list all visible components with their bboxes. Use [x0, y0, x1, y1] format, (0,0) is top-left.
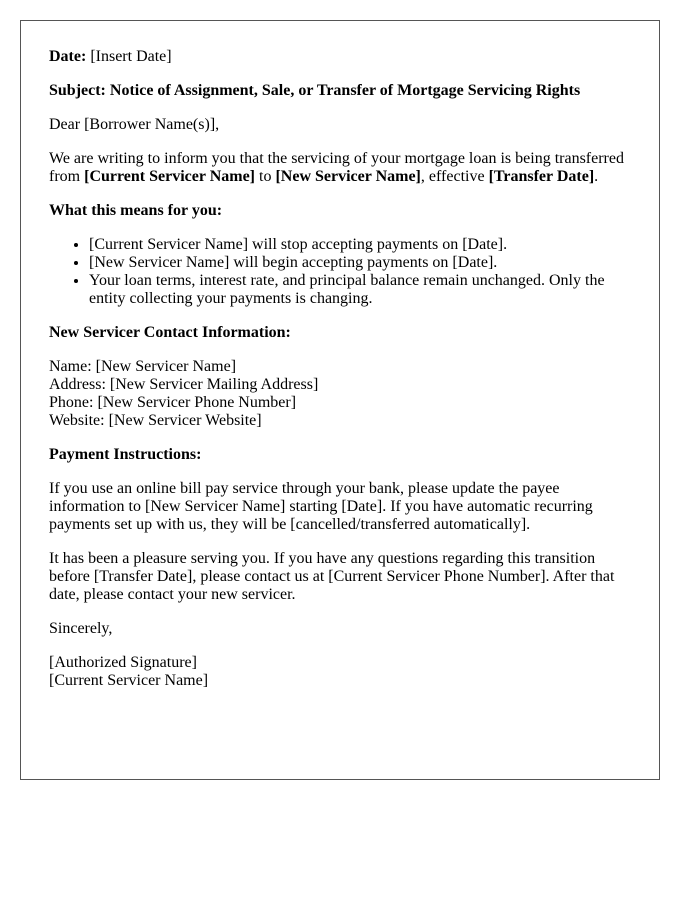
authorized-signature: [Authorized Signature] [49, 654, 197, 671]
subject-line [49, 82, 631, 100]
payment-instructions: If you use an online bill pay service through your bank, please update the payee information to [New Servicer Name] starting [Date]. If you have automatic recurring payments set up with us, they will be [cancelled/transferred automatically]. [49, 480, 593, 533]
list-item: • Your loan terms, interest rate, and principal balance remain unchanged. Only the entity collecting your payments is changing. [89, 272, 631, 308]
what-this-means-list [49, 236, 631, 308]
intro-current-servicer: [Current Servicer Name] [84, 168, 256, 185]
contact-heading [49, 324, 631, 342]
what-heading-text: What this means for you: [49, 202, 223, 219]
intro-text-2: to [255, 168, 276, 185]
closing-paragraph: It has been a pleasure serving you. If you have any questions regarding this transition before [Transfer Date], please contact us at [Current Servicer Phone Number]. After that date, please contact your new servicer. [49, 550, 615, 603]
intro-transfer-date: [Transfer Date] [488, 168, 595, 185]
intro-text-4: . [594, 168, 599, 185]
contact-block [49, 358, 631, 430]
signer-servicer-name: [Current Servicer Name] [49, 672, 209, 689]
intro-new-servicer: [New Servicer Name] [275, 168, 421, 185]
date-label: Date: [49, 48, 87, 65]
intro-text-3: , effective [420, 168, 489, 185]
signature-block [49, 654, 631, 690]
contact-address-line: Address: [New Servicer Mailing Address] [49, 376, 319, 393]
payment-heading [49, 446, 631, 464]
intro-paragraph [49, 150, 631, 186]
salutation: Dear [Borrower Name(s)], [49, 116, 220, 133]
payment-heading-text: Payment Instructions: [49, 446, 202, 463]
contact-heading-text: New Servicer Contact Information: [49, 324, 291, 341]
what-this-means-heading [49, 202, 631, 220]
contact-phone-line: Phone: [New Servicer Phone Number] [49, 394, 297, 411]
date-line [49, 48, 631, 66]
list-item: • [Current Servicer Name] will stop accepting payments on [Date]. [89, 236, 631, 254]
subject-text: Subject: Notice of Assignment, Sale, or Transfer of Mortgage Servicing Rights [49, 82, 581, 99]
sign-off: Sincerely, [49, 620, 113, 637]
letter-document [20, 20, 660, 780]
list-item: • [New Servicer Name] will begin accepting payments on [Date]. [89, 254, 631, 272]
intro-text-1: We are writing to inform you that the servicing of your mortgage loan is being transferred from [49, 150, 624, 185]
contact-name-line: Name: [New Servicer Name] [49, 358, 237, 375]
contact-website-line: Website: [New Servicer Website] [49, 412, 262, 429]
date-value: [Insert Date] [90, 48, 172, 65]
